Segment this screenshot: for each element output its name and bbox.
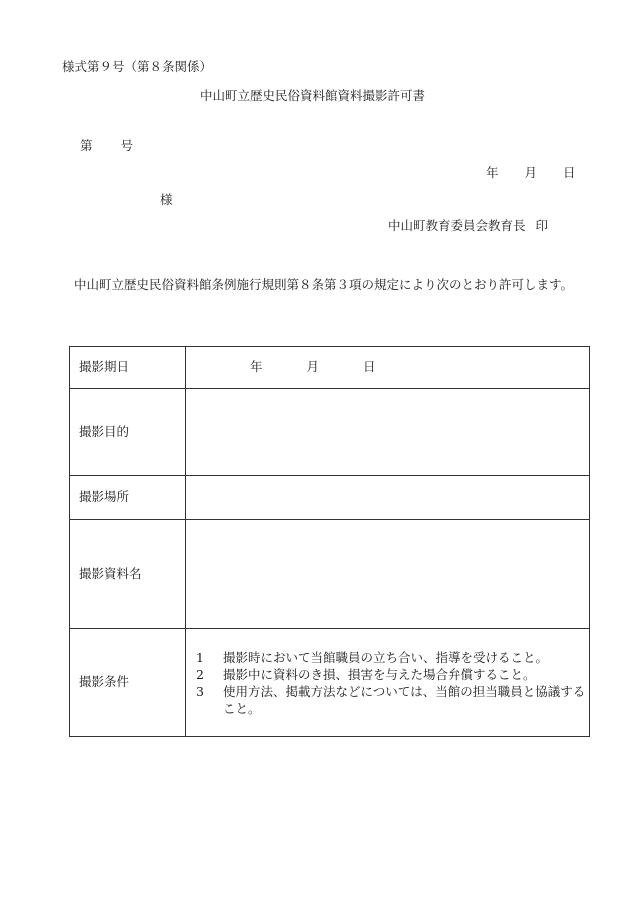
condition-item <box>196 649 589 666</box>
label-shooting-conditions: 撮影条件 <box>70 629 186 737</box>
document-number-line <box>80 140 133 153</box>
issue-date-line <box>486 167 576 180</box>
permission-form-table <box>69 346 590 737</box>
condition-text: 使用方法、掲載方法などについては、当館の担当職員と協議すること。 <box>223 683 586 716</box>
document-title: 中山町立歴史民俗資料館資料撮影許可書 <box>200 88 426 103</box>
field-date-day: 日 <box>363 359 376 375</box>
condition-number: 1 <box>196 649 204 665</box>
issue-date-month: 月 <box>524 165 538 180</box>
label-shooting-place: 撮影場所 <box>70 476 186 520</box>
row-shooting-purpose <box>70 389 590 476</box>
row-shooting-materials <box>70 520 590 629</box>
field-shooting-purpose <box>186 389 590 476</box>
issuer-seal: 印 <box>535 218 549 233</box>
condition-item <box>196 683 589 717</box>
number-suffix: 号 <box>120 138 134 153</box>
issue-date-year: 年 <box>486 165 499 180</box>
row-shooting-conditions <box>70 629 590 737</box>
field-shooting-date <box>186 347 590 389</box>
number-prefix: 第 <box>80 138 93 153</box>
field-date-month: 月 <box>306 359 320 375</box>
conditions-list <box>196 649 589 717</box>
condition-text: 撮影時において当館職員の立ち合い、指導を受けること。 <box>223 649 549 665</box>
form-number: 様式第９号（第８条関係） <box>62 59 213 74</box>
label-shooting-purpose: 撮影目的 <box>70 389 186 476</box>
field-date-year: 年 <box>250 359 263 375</box>
field-shooting-conditions <box>186 629 590 737</box>
field-shooting-place <box>186 476 590 520</box>
condition-number: 3 <box>196 683 204 699</box>
row-shooting-date <box>70 347 590 389</box>
issuer-line <box>388 220 548 233</box>
issue-date-day: 日 <box>563 165 576 180</box>
field-shooting-materials <box>186 520 590 629</box>
row-shooting-place <box>70 476 590 520</box>
condition-number: 2 <box>196 666 204 682</box>
condition-text: 撮影中に資料のき損、損害を与えた場合弁償すること。 <box>223 666 536 682</box>
condition-item <box>196 666 589 683</box>
label-shooting-materials: 撮影資料名 <box>70 520 186 629</box>
label-shooting-date: 撮影期日 <box>70 347 186 389</box>
permission-statement: 中山町立歴史民俗資料館条例施行規則第８条第３項の規定により次のとおり許可します。 <box>74 277 574 292</box>
recipient-honorific: 様 <box>160 192 173 207</box>
issuer-name: 中山町教育委員会教育長 <box>388 218 526 233</box>
